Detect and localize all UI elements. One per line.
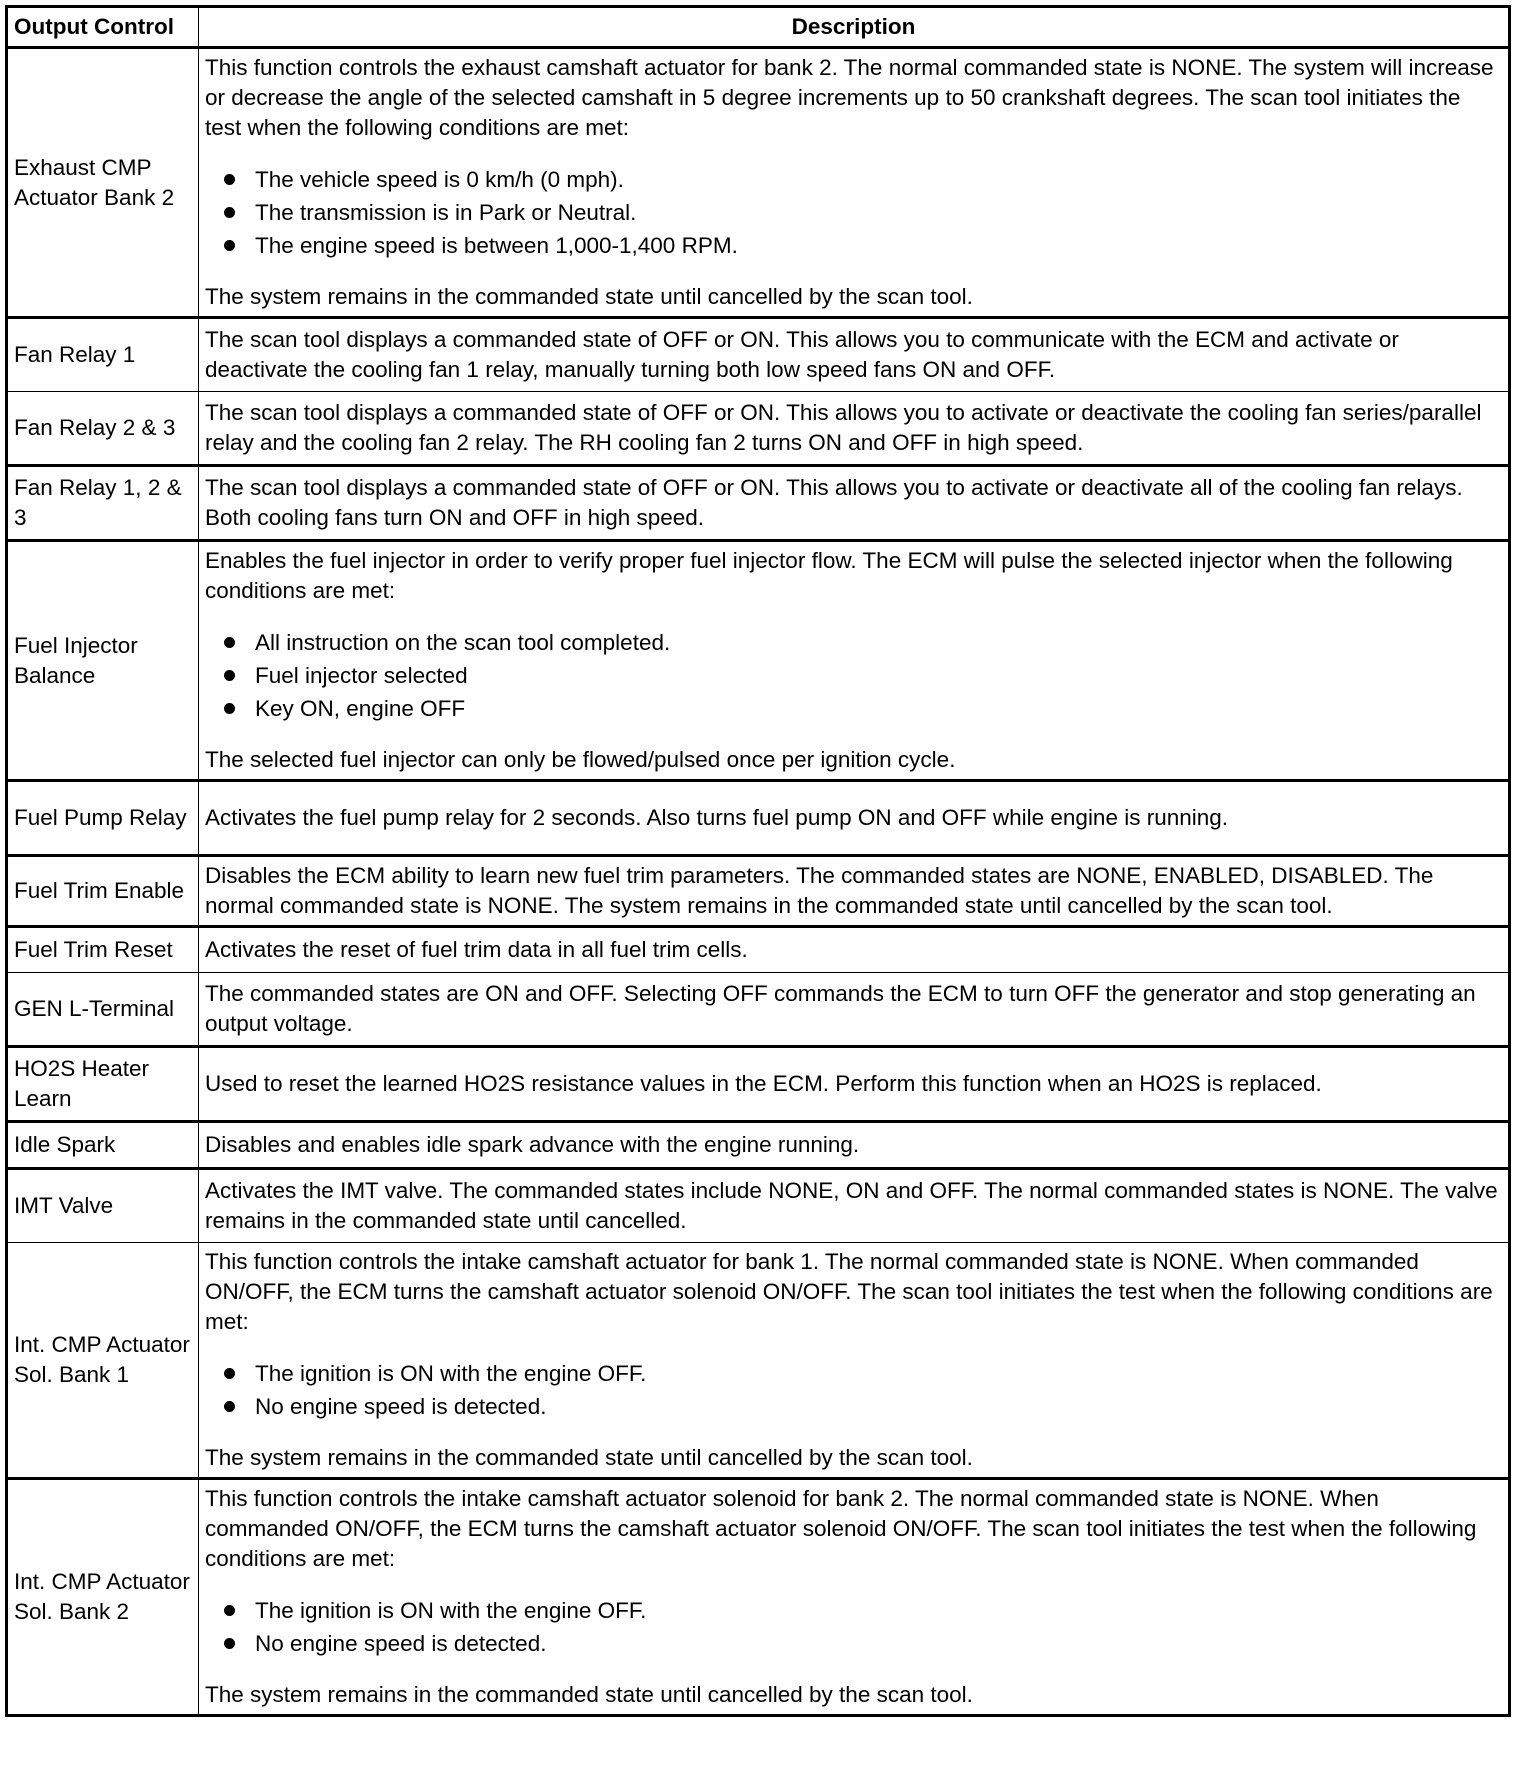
list-item-text: The ignition is ON with the engine OFF.: [255, 1598, 647, 1623]
description-intro: Activates the IMT valve. The commanded states include NONE, ON and OFF. The normal commanded states is NONE. The valve remains in the commanded state until cancelled.: [205, 1178, 1498, 1233]
description-cell: [199, 1169, 1510, 1243]
output-control-name: Int. CMP Actuator Sol. Bank 1: [7, 1243, 199, 1479]
output-control-name: Fan Relay 1: [7, 318, 199, 392]
list-item-text: No engine speed is detected.: [255, 1631, 547, 1656]
description-intro: Used to reset the learned HO2S resistance values in the ECM. Perform this function when an HO2S is replaced.: [205, 1071, 1322, 1096]
table-row: [7, 856, 1510, 927]
description-outro: The system remains in the commanded state until cancelled by the scan tool.: [205, 1445, 973, 1470]
description-intro: The scan tool displays a commanded state of OFF or ON. This allows you to communicate with the ECM and activate or deactivate the cooling fan 1 relay, manually turning both low speed fans ON and OFF.: [205, 327, 1399, 382]
description-intro: This function controls the exhaust camshaft actuator for bank 2. The normal commanded state is NONE. The system will increase or decrease the angle of the selected camshaft in 5 degree increments up to 50 crankshaft degrees. The scan tool initiates the test when the following conditions are met:: [205, 55, 1494, 140]
list-item: [205, 229, 1502, 262]
bullet-icon: [224, 1401, 235, 1412]
description-cell: [199, 541, 1510, 781]
table-row: [7, 1479, 1510, 1716]
output-control-name: Fuel Pump Relay: [7, 781, 199, 856]
description-cell: [199, 1479, 1510, 1716]
description-cell: [199, 48, 1510, 318]
output-control-name: Idle Spark: [7, 1122, 199, 1169]
bullet-icon: [224, 1638, 235, 1649]
list-item: [205, 1357, 1502, 1390]
bullet-icon: [224, 670, 235, 681]
list-item: [205, 692, 1502, 725]
output-control-name: Int. CMP Actuator Sol. Bank 2: [7, 1479, 199, 1716]
description-outro: The selected fuel injector can only be flowed/pulsed once per ignition cycle.: [205, 747, 956, 772]
condition-list: [205, 1594, 1502, 1660]
description-intro: The commanded states are ON and OFF. Selecting OFF commands the ECM to turn OFF the generator and stop generating an output voltage.: [205, 981, 1476, 1036]
bullet-icon: [224, 1605, 235, 1616]
table-row: [7, 1122, 1510, 1169]
list-item: [205, 163, 1502, 196]
table-row: [7, 973, 1510, 1047]
output-control-name: IMT Valve: [7, 1169, 199, 1243]
output-control-name: Fan Relay 2 & 3: [7, 392, 199, 466]
list-item-text: All instruction on the scan tool completed.: [255, 630, 671, 655]
description-intro: Disables the ECM ability to learn new fuel trim parameters. The commanded states are NONE, ENABLED, DISABLED. The normal commanded state is NONE. The system remains in the commanded state until cancelled by the scan tool.: [205, 863, 1434, 918]
table-row: [7, 781, 1510, 856]
table-row: [7, 1169, 1510, 1243]
description-outro: The system remains in the commanded state until cancelled by the scan tool.: [205, 1682, 973, 1707]
list-item: [205, 1627, 1502, 1660]
description-intro: Activates the reset of fuel trim data in all fuel trim cells.: [205, 937, 748, 962]
description-cell: [199, 927, 1510, 973]
condition-list: [205, 1357, 1502, 1423]
output-control-name: Fuel Injector Balance: [7, 541, 199, 781]
list-item: [205, 1390, 1502, 1423]
column-header-description: Description: [199, 7, 1510, 48]
description-intro: This function controls the intake camshaft actuator for bank 1. The normal commanded state is NONE. When commanded ON/OFF, the ECM turns the camshaft actuator solenoid ON/OFF. The scan tool initiates the test when the following conditions are met:: [205, 1249, 1493, 1334]
condition-list: [205, 163, 1502, 262]
table-row: [7, 541, 1510, 781]
description-intro: Activates the fuel pump relay for 2 seconds. Also turns fuel pump ON and OFF while engine is running.: [205, 805, 1229, 830]
output-control-name: Fuel Trim Reset: [7, 927, 199, 973]
column-header-output-control: Output Control: [7, 7, 199, 48]
description-intro: This function controls the intake camshaft actuator solenoid for bank 2. The normal commanded state is NONE. When commanded ON/OFF, the ECM turns the camshaft actuator solenoid ON/OFF. The scan tool initiates the test when the following conditions are met:: [205, 1486, 1477, 1571]
bullet-icon: [224, 207, 235, 218]
description-cell: [199, 973, 1510, 1047]
description-outro: The system remains in the commanded state until cancelled by the scan tool.: [205, 284, 973, 309]
description-cell: [199, 856, 1510, 927]
description-cell: [199, 466, 1510, 541]
bullet-icon: [224, 240, 235, 251]
list-item-text: Key ON, engine OFF: [255, 696, 466, 721]
table-row: [7, 318, 1510, 392]
bullet-icon: [224, 637, 235, 648]
description-cell: [199, 1122, 1510, 1169]
bullet-icon: [224, 1368, 235, 1379]
list-item-text: The ignition is ON with the engine OFF.: [255, 1361, 647, 1386]
list-item-text: The transmission is in Park or Neutral.: [255, 200, 637, 225]
condition-list: [205, 626, 1502, 725]
description-intro: Disables and enables idle spark advance with the engine running.: [205, 1132, 860, 1157]
list-item: [205, 1594, 1502, 1627]
table-row: [7, 1047, 1510, 1122]
output-control-table: [5, 5, 1511, 1717]
description-cell: [199, 318, 1510, 392]
description-intro: The scan tool displays a commanded state of OFF or ON. This allows you to activate or deactivate the cooling fan series/parallel relay and the cooling fan 2 relay. The RH cooling fan 2 turns ON and OFF in high speed.: [205, 400, 1482, 455]
output-control-name: HO2S Heater Learn: [7, 1047, 199, 1122]
table-row: [7, 927, 1510, 973]
description-cell: [199, 781, 1510, 856]
output-control-name: Exhaust CMP Actuator Bank 2: [7, 48, 199, 318]
table-header-row: [7, 7, 1510, 48]
bullet-icon: [224, 703, 235, 714]
table-row: [7, 392, 1510, 466]
description-intro: The scan tool displays a commanded state of OFF or ON. This allows you to activate or deactivate all of the cooling fan relays. Both cooling fans turn ON and OFF in high speed.: [205, 475, 1463, 530]
list-item-text: The vehicle speed is 0 km/h (0 mph).: [255, 167, 624, 192]
list-item-text: Fuel injector selected: [255, 663, 468, 688]
list-item-text: The engine speed is between 1,000-1,400 RPM.: [255, 233, 738, 258]
list-item: [205, 626, 1502, 659]
description-cell: [199, 1243, 1510, 1479]
output-control-name: Fan Relay 1, 2 & 3: [7, 466, 199, 541]
bullet-icon: [224, 174, 235, 185]
description-cell: [199, 1047, 1510, 1122]
description-intro: Enables the fuel injector in order to verify proper fuel injector flow. The ECM will pulse the selected injector when the following conditions are met:: [205, 548, 1453, 603]
description-cell: [199, 392, 1510, 466]
output-control-name: GEN L-Terminal: [7, 973, 199, 1047]
table-row: [7, 466, 1510, 541]
table-row: [7, 1243, 1510, 1479]
list-item: [205, 659, 1502, 692]
table-row: [7, 48, 1510, 318]
list-item-text: No engine speed is detected.: [255, 1394, 547, 1419]
output-control-name: Fuel Trim Enable: [7, 856, 199, 927]
list-item: [205, 196, 1502, 229]
